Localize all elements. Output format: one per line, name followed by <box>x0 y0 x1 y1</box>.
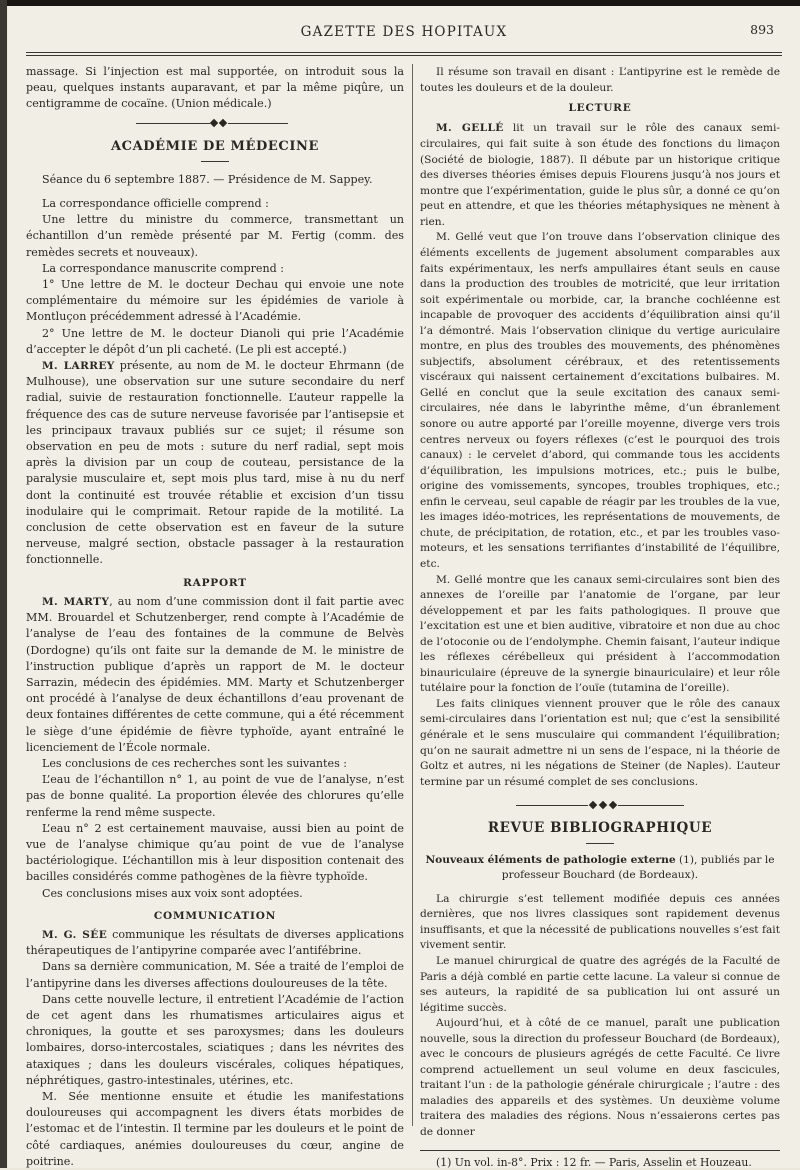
paragraph: 2° Une lettre de M. le docteur Dianoli qui prie l’Académie d’accepter le dépôt d’un pli cacheté. (Le pli est accepté.) <box>26 326 404 356</box>
paragraph-see <box>26 927 404 959</box>
paragraph: Les conclusions de ces recherches sont les suivantes : <box>42 756 348 770</box>
book-title: Nouveaux éléments de pathologie externe <box>425 852 676 866</box>
column-divider <box>412 64 413 1126</box>
paragraph: La correspondance officielle comprend : <box>42 197 269 211</box>
paragraph: La correspondance manuscrite comprend : <box>42 261 284 275</box>
speaker-name: M. GELLÉ <box>436 121 504 134</box>
section-title-revue: REVUE BIBLIOGRAPHIQUE <box>487 820 713 837</box>
book-heading <box>420 852 780 883</box>
section-title-academie: ACADÉMIE DE MÉDECINE <box>110 138 319 154</box>
footnote: (1) Un vol. in-8°. Prix : 12 fr. — Paris, Asselin et Houzeau. <box>436 1155 752 1169</box>
short-rule <box>586 843 614 844</box>
short-rule <box>201 161 229 162</box>
paragraph-marty <box>26 594 404 756</box>
footnote-rule <box>420 1150 780 1151</box>
right-column <box>420 64 780 1170</box>
paragraph-gelle <box>420 120 780 230</box>
newspaper-page <box>8 6 800 1168</box>
paragraph-text: présente, au nom de M. le docteur Ehrmann (de Mulhouse), une observation sur une suture secondaire du nerf radial, suivie de restauration fonctionnelle. L’auteur rappelle la fréquence des cas de suture nerveuse favorisée par l’antisepsie et les principaux travaux publiés sur ce sujet; il résume son observation en peu de mots : suture du nerf radial, sept mois après la division par un coup de couteau, persistance de la paralysie musculaire et, sept mois plus tard, mise à nu du nerf dont la continuité est trouvée rétablie et excision d’un tissu inodulaire qui le comprimait. Retour rapide de la motilité. La conclusion de cette observation est en faveur de la suture nerveuse, malgré section, obstacle passager à la restauration fonctionnelle. <box>26 359 405 567</box>
paragraph: L’eau de l’échantillon n° 1, au point de vue de l’analyse, n’est pas de bonne qualité. La proportion élevée des chlorures qu’elle renferme la rend même suspecte. <box>26 773 404 819</box>
paragraph: M. Gellé montre que les canaux semi-circulaires sont bien des annexes de l’oreille par l’anatomie de l’organe, par leur développement et par les faits pathologiques. Il prouve que l’excitation est une et bien auditive, vibratoire et non due au choc de l’otoconie ou de l’endolymphe. Chemin faisant, l’auteur indique les réflexes cérébelleux qui président à l’accommodation binauriculaire (épreuve de la synergie binauriculaire) et leur rôle tutélaire pour la fonction de l’ouïe (tutamina de l’oreille). <box>420 572 780 695</box>
journal-title: GAZETTE DES HOPITAUX <box>300 24 508 40</box>
paragraph-text: lit un travail sur le rôle des canaux semi-circulaires, qui fait suite à son étude des fonctions du limaçon (Société de biologie, 1887). Il débute par un historique critique des diverses théories émises depuis Flourens jusqu’à nos jours et montre que l’expérimentation, guide le plus sûr, a donné ce qu’on peut en attendre, et que les théories métaphysiques ne mènent à rien. <box>420 120 780 228</box>
paragraph-larrey <box>26 358 404 569</box>
header-rule-thin <box>26 55 782 56</box>
paragraph-text: , au nom d’une commission dont il fait partie avec MM. Brouardel et Schutzenberger, rend compte à l’Académie de l’analyse de l’eau des fontaines de la commune de Belvès (Dordogne) qu’ils ont faite sur la demande de M. le ministre de l’instruction publique d’après un rapport de M. le docteur Sarrazin, médecin des épidémies. MM. Marty et Schutzenberger ont procédé à l’analyse de deux échantillons d’eau provenant de deux fontaines différentes de cette commune, qui a été récemment le siège d’une épidémie de fièvre typhoïde, ayant entraîné le licenciement de l’École normale. <box>26 594 404 754</box>
page-number: 893 <box>750 22 774 37</box>
speaker-name: M. G. SÉE <box>42 928 108 941</box>
paragraph: Il résume son travail en disant : L’antipyrine est le remède de toutes les douleurs et de la douleur. <box>420 65 780 94</box>
paragraph: Aujourd’hui, et à côté de ce manuel, paraît une publication nouvelle, sous la direction du professeur Bouchard (de Bordeaux), avec le concours de plusieurs agrégés de cette Faculté. Ce livre comprend actuellement un seul volume en deux fascicules, traitant l’un : de la pathologie générale chirurgicale ; l’autre : des maladies des appareils et des systèmes. Un deuxième volume traitera des maladies des régions. Nous n’essaierons certes pas de donner <box>420 1016 780 1138</box>
paragraph: Ces conclusions mises aux voix sont adoptées. <box>42 886 303 900</box>
header-rule <box>26 52 782 53</box>
page-header <box>8 20 800 50</box>
paragraph: M. Gellé veut que l’on trouve dans l’observation clinique des éléments excellents de jugement absolument comparables aux faits expérimentaux, les nerfs ampullaires étant seuls en cause dans la production des troubles de motricité, que leur irritation soit expérimentale ou morbide, car, la branche cochléenne est incapable de provoquer des accidents d’équilibration ainsi qu’il l’a démontré. Mais l’observation clinique du vertige auriculaire montre, en plus des troubles des mouvements, des phénomènes subjectifs, absolument cérébraux, et des retentissements viscéraux qui naissent certainement d’excitations bulbaires. M. Gellé en conclut que la seule excitation des canaux semi-circulaires, née dans le labyrinthe même, d’un ébranlement sonore ou autre apporté par l’oreille moyenne, diverge vers trois centres nerveux ou foyers réflexes (c’est le pourquoi des trois canaux) : le cervelet d’abord, qui commande tous les accidents d’équilibration, les impulsions motrices, etc.; puis le bulbe, origine des vomissements, syncopes, troubles trophiques, etc.; enfin le cerveau, seul capable de réagir par les troubles de la vue, les images idéo-motrices, les représentations de mouvements, de chute, de précipitation, de rotation, etc., et par les troubles vaso-moteurs, et les sensations terrifiantes d’instabilité de l’équilibre, etc. <box>420 230 780 570</box>
seance-line: Séance du 6 septembre 1887. — Présidence de M. Sappey. <box>42 172 373 186</box>
paragraph: Les faits cliniques viennent prouver que le rôle des canaux semi-circulaires dans l’orientation est nul; que c’est la sensibilité générale et le sens musculaire qui commandent l’équilibration; qu’on ne saurait admettre ni un sens de l’espace, ni la théorie de Goltz et autres, ni les négations de Steiner (de Naples). L’auteur termine par un résumé complet de ses conclusions. <box>420 696 780 788</box>
paragraph: Le manuel chirurgical de quatre des agrégés de la Faculté de Paris a déjà comblé en partie cette lacune. La valeur si connue de ses auteurs, la rapidité de sa publication lui ont assuré un légitime succès. <box>420 953 780 1014</box>
paragraph: Dans sa dernière communication, M. Sée a traité de l’emploi de l’antipyrine dans les diverses affections douloureuses de la tête. <box>26 960 404 990</box>
paragraph: Une lettre du ministre du commerce, transmettant un échantillon d’un remède présenté par M. Fertig (comm. des remèdes secrets et nouveaux). <box>26 213 404 259</box>
paragraph: L’eau n° 2 est certainement mauvaise, aussi bien au point de vue de l’analyse chimique qu’au point de vue de l’analyse bactériologique. L’échantillon mis à leur disposition contenait des bacilles considérés comme pathogènes de la fièvre typhoïde. <box>26 821 404 884</box>
intro-paragraph: massage. Si l’injection est mal supportée, on introduit sous la peau, quelques instants auparavant, et par la même piqûre, un centigramme de cocaïne. (Union médicale.) <box>26 65 404 111</box>
subsection-title-rapport: RAPPORT <box>183 576 247 589</box>
ornament-divider <box>420 799 780 813</box>
paragraph: 1° Une lettre de M. le docteur Dechau qui envoie une note complémentaire du mémoire sur les épidémies de variole à Montluçon précédemment adressé à l’Académie. <box>26 278 404 324</box>
scan-left-edge <box>0 0 7 1168</box>
paragraph: La chirurgie s’est tellement modifiée depuis ces années dernières, que nos livres classiques sont rapidement devenus insuffisants, et que la nécessité de publications nouvelles s’est fait vivement sentir. <box>420 891 780 952</box>
subsection-title-communication: COMMUNICATION <box>153 909 277 922</box>
left-column <box>26 64 404 1170</box>
paragraph: M. Sée mentionne ensuite et étudie les manifestations douloureuses qui accompagnent les divers états morbides de l’estomac et de l’intestin. Il termine par les douleurs et le point de côté cardiaques, anémies douloureuses du cœur, angine de poitrine. <box>26 1089 404 1168</box>
ornament-divider <box>26 117 404 131</box>
paragraph: Dans cette nouvelle lecture, il entretient l’Académie de l’action de cet agent dans les rhumatismes articulaires aigus et chroniques, la goutte et ses paroxysmes; dans les douleurs lombaires, dorso-intercostales, sciatiques ; dans les névrites des ataxiques ; dans les douleurs viscérales, coliques hépatiques, néphrétiques, gastro-intestinales, utérines, etc. <box>26 992 404 1087</box>
paragraph-text: communique les résultats de diverses applications thérapeutiques de l’antipyrine comparée avec l’antifébrine. <box>26 927 404 958</box>
speaker-name: M. LARREY <box>42 360 115 373</box>
speaker-name: M. MARTY <box>42 595 110 608</box>
book-subtitle: (1), publiés par le professeur Bouchard (de Bordeaux). <box>501 852 775 882</box>
subsection-title-lecture: LECTURE <box>568 102 632 115</box>
